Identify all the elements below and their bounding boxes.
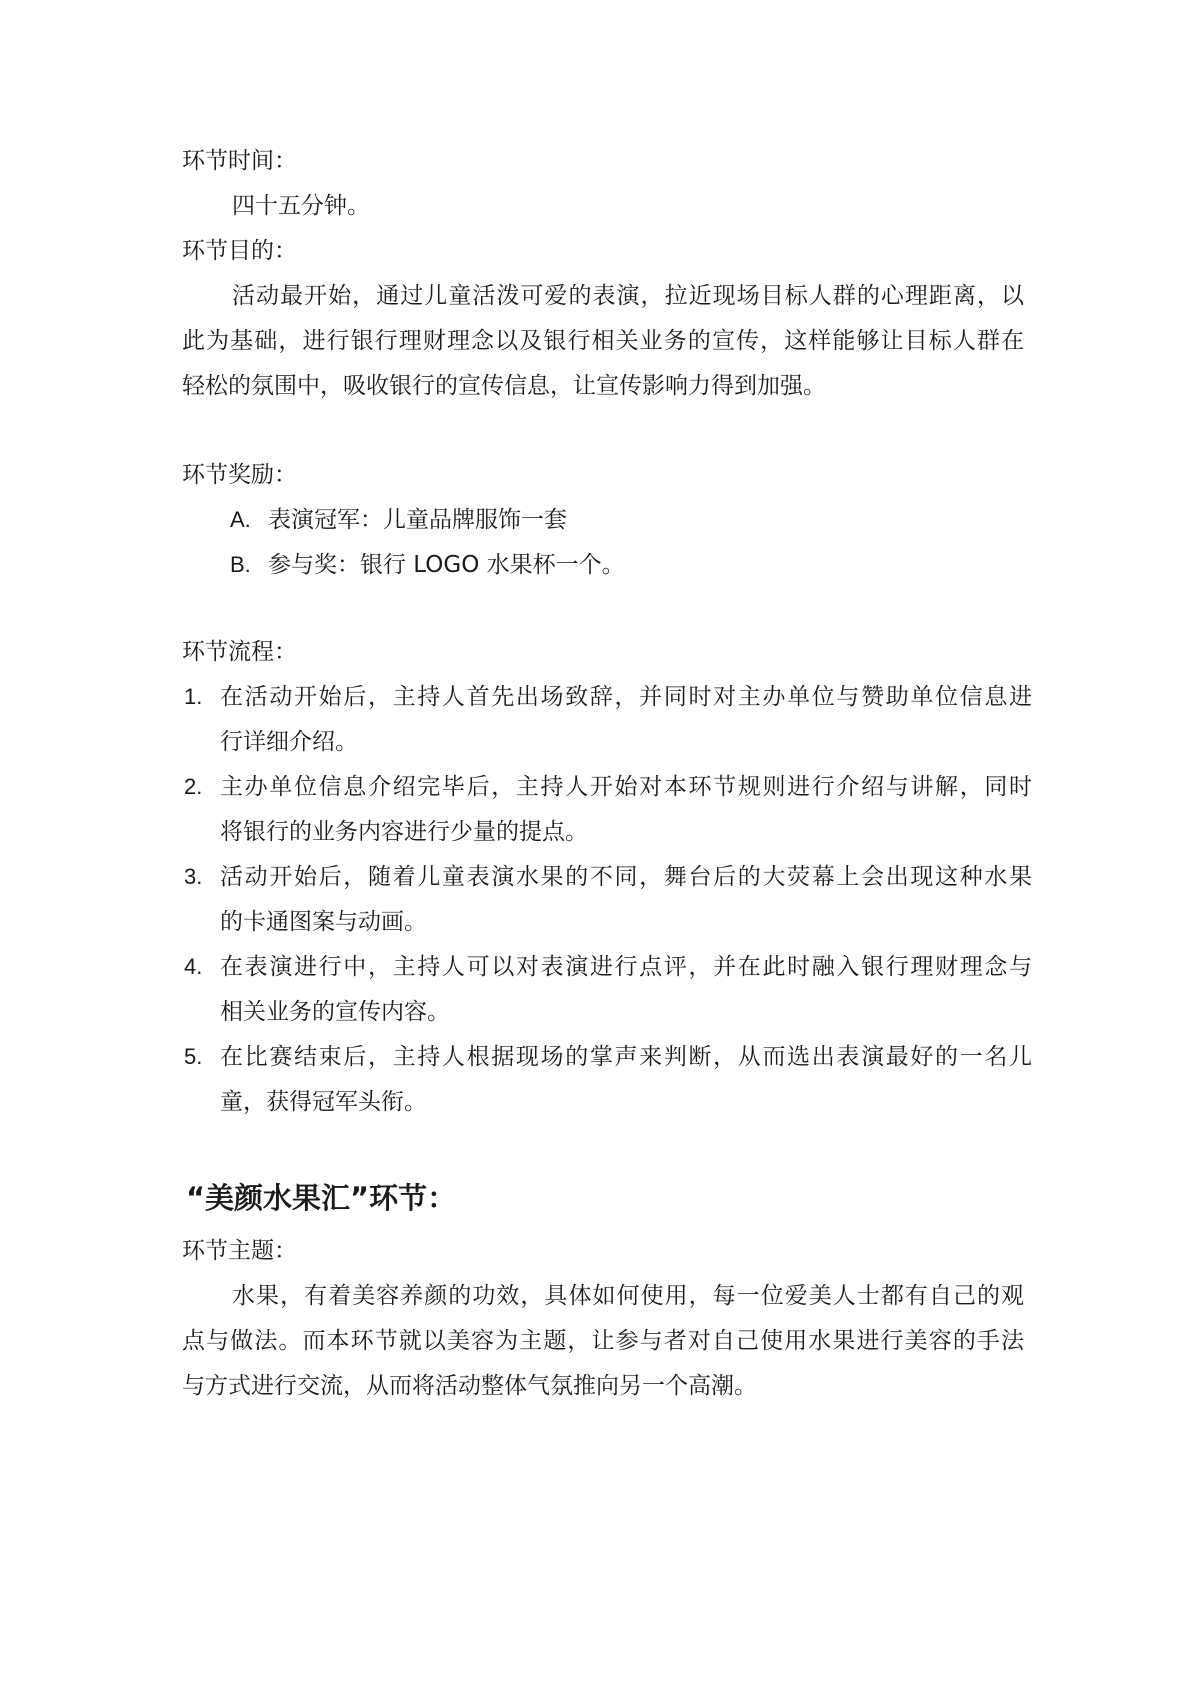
list-marker: 3. — [184, 864, 203, 889]
list-marker: 5. — [184, 1044, 203, 1069]
purpose-paragraph-line: 轻松的氛围中，吸收银行的宣传信息，让宣传影响力得到加强。 — [182, 373, 826, 399]
list-item-text: 相关业务的宣传内容。 — [220, 999, 450, 1025]
list-marker: A. — [230, 507, 251, 532]
theme-paragraph-line: 点与做法。而本环节就以美容为主题，让参与者对自己使用水果进行美容的手法 — [182, 1328, 1024, 1354]
list-item-text: 表演冠军：儿童品牌服饰一套 — [268, 507, 567, 533]
list-marker: 4. — [184, 954, 203, 979]
theme-paragraph-line: 水果，有着美容养颜的功效，具体如何使用，每一位爱美人士都有自己的观 — [232, 1283, 1024, 1309]
list-item-text: 在表演进行中，主持人可以对表演进行点评，并在此时融入银行理财理念与 — [220, 954, 1032, 980]
reward-label: 环节奖励： — [182, 462, 297, 488]
section-heading: “美颜水果汇”环节： — [186, 1181, 457, 1215]
list-item-text: 在比赛结束后，主持人根据现场的掌声来判断，从而选出表演最好的一名儿 — [220, 1044, 1032, 1070]
theme-label: 环节主题： — [182, 1238, 297, 1264]
list-marker: 1. — [184, 684, 203, 709]
theme-paragraph-line: 与方式进行交流，从而将活动整体气氛推向另一个高潮。 — [182, 1373, 757, 1399]
list-item-text: 活动开始后，随着儿童表演水果的不同，舞台后的大荧幕上会出现这种水果 — [220, 864, 1032, 890]
list-item-text: 童，获得冠军头衔。 — [220, 1089, 427, 1115]
list-item-text: 在活动开始后，主持人首先出场致辞，并同时对主办单位与赞助单位信息进 — [220, 684, 1032, 710]
list-item-text: 行详细介绍。 — [220, 729, 358, 755]
list-marker: 2. — [184, 774, 203, 799]
process-label: 环节流程： — [182, 639, 297, 665]
time-label: 环节时间： — [182, 148, 297, 174]
time-value: 四十五分钟。 — [232, 193, 370, 219]
list-marker: B. — [230, 552, 251, 577]
list-item-text: 将银行的业务内容进行少量的提点。 — [220, 819, 588, 845]
list-item-text: 的卡通图案与动画。 — [220, 909, 427, 935]
purpose-paragraph-line: 活动最开始，通过儿童活泼可爱的表演，拉近现场目标人群的心理距离，以 — [232, 283, 1024, 309]
list-item-text: 参与奖：银行 LOGO 水果杯一个。 — [268, 552, 625, 578]
purpose-paragraph-line: 此为基础，进行银行理财理念以及银行相关业务的宣传，这样能够让目标人群在 — [182, 328, 1024, 354]
list-item-text: 主办单位信息介绍完毕后，主持人开始对本环节规则进行介绍与讲解，同时 — [220, 774, 1032, 800]
purpose-label: 环节目的： — [182, 238, 297, 264]
